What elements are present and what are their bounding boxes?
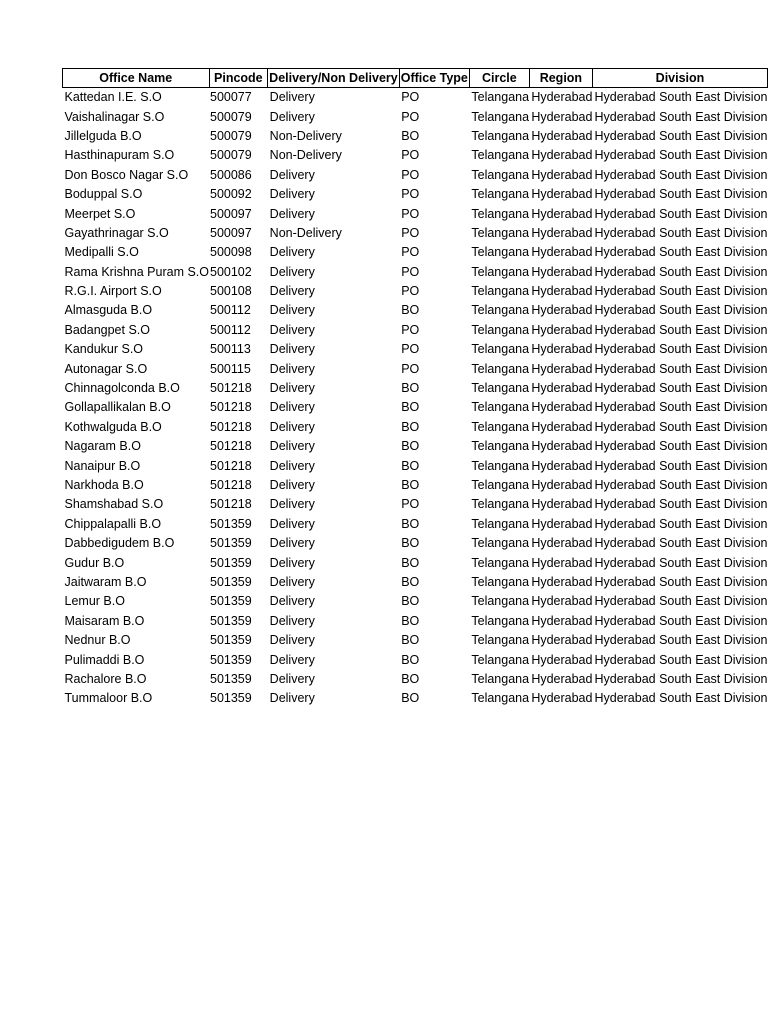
- header-office-type[interactable]: Office Type: [399, 69, 469, 88]
- cell-region[interactable]: Hyderabad: [531, 633, 593, 648]
- cell-circle[interactable]: Telangana: [471, 225, 530, 240]
- cell-pincode[interactable]: 500079: [210, 128, 252, 143]
- cell-circle[interactable]: Telangana: [471, 264, 530, 279]
- cell-pincode[interactable]: 500077: [210, 90, 252, 105]
- cell-delivery-status[interactable]: Non-Delivery: [269, 128, 342, 143]
- cell-circle[interactable]: Telangana: [471, 381, 530, 396]
- cell-pincode[interactable]: 500086: [210, 167, 252, 182]
- cell-pincode[interactable]: 501218: [210, 439, 252, 454]
- cell-circle[interactable]: Telangana: [471, 361, 530, 376]
- cell-office-type[interactable]: PO: [401, 206, 420, 221]
- cell-office-type[interactable]: BO: [401, 303, 420, 318]
- cell-delivery-status[interactable]: Delivery: [269, 419, 315, 434]
- cell-office-type[interactable]: BO: [401, 381, 420, 396]
- post-office-table: [62, 68, 768, 709]
- cell-division[interactable]: Hyderabad South East Division: [594, 497, 768, 512]
- table-row: [63, 340, 768, 359]
- cell-office-type[interactable]: BO: [401, 613, 420, 628]
- cell-office-type[interactable]: PO: [401, 90, 420, 105]
- cell-delivery-status[interactable]: Delivery: [269, 439, 315, 454]
- cell-division[interactable]: Hyderabad South East Division: [594, 245, 768, 260]
- table-row: [63, 592, 768, 611]
- cell-office-name[interactable]: Vaishalinagar S.O: [64, 109, 165, 124]
- cell-delivery-status[interactable]: Delivery: [269, 497, 315, 512]
- cell-division[interactable]: Hyderabad South East Division: [594, 555, 768, 570]
- cell-pincode[interactable]: 501359: [210, 613, 252, 628]
- cell-circle[interactable]: Telangana: [471, 594, 530, 609]
- cell-division[interactable]: Hyderabad South East Division: [594, 652, 768, 667]
- cell-office-type[interactable]: PO: [401, 167, 420, 182]
- cell-region[interactable]: Hyderabad: [531, 671, 593, 686]
- cell-delivery-status[interactable]: Delivery: [269, 284, 315, 299]
- header-row: [63, 69, 768, 88]
- cell-delivery-status[interactable]: Delivery: [269, 555, 315, 570]
- cell-pincode[interactable]: 500113: [210, 342, 251, 357]
- cell-region[interactable]: Hyderabad: [531, 322, 593, 337]
- cell-circle[interactable]: Telangana: [471, 478, 530, 492]
- cell-circle[interactable]: Telangana: [471, 284, 530, 299]
- cell-circle[interactable]: Telangana: [471, 90, 530, 105]
- header-delivery-status[interactable]: Delivery/Non Delivery: [268, 69, 400, 88]
- cell-delivery-status[interactable]: Delivery: [269, 381, 315, 396]
- cell-delivery-status[interactable]: Delivery: [269, 342, 315, 357]
- cell-circle[interactable]: Telangana: [471, 633, 530, 648]
- cell-delivery-status[interactable]: Delivery: [269, 633, 315, 648]
- cell-region[interactable]: Hyderabad: [531, 400, 593, 415]
- cell-circle[interactable]: Telangana: [471, 187, 530, 202]
- cell-division[interactable]: Hyderabad South East Division: [594, 400, 768, 415]
- cell-office-name[interactable]: Nanaipur B.O: [64, 458, 141, 473]
- table-row: [63, 127, 768, 146]
- cell-division[interactable]: Hyderabad South East Division: [594, 516, 768, 531]
- cell-office-name[interactable]: Gollapallikalan B.O: [64, 400, 171, 415]
- cell-office-type[interactable]: PO: [401, 245, 420, 260]
- cell-delivery-status[interactable]: Delivery: [269, 167, 315, 182]
- cell-division[interactable]: Hyderabad South East Division: [594, 613, 768, 628]
- cell-division[interactable]: Hyderabad South East Division: [594, 187, 768, 202]
- cell-circle[interactable]: Telangana: [471, 555, 530, 570]
- cell-office-type[interactable]: BO: [401, 128, 420, 143]
- cell-circle[interactable]: Telangana: [471, 303, 530, 318]
- table-row: [63, 301, 768, 320]
- cell-region[interactable]: Hyderabad: [531, 167, 593, 182]
- cell-circle[interactable]: Telangana: [471, 516, 530, 531]
- cell-division[interactable]: Hyderabad South East Division: [594, 691, 768, 706]
- cell-office-type[interactable]: BO: [401, 574, 420, 589]
- cell-office-name[interactable]: Maisaram B.O: [64, 613, 145, 628]
- table-row: [63, 107, 768, 126]
- table-row: [63, 515, 768, 534]
- cell-delivery-status[interactable]: Delivery: [269, 206, 315, 221]
- cell-circle[interactable]: Telangana: [471, 245, 530, 260]
- cell-office-name[interactable]: Narkhoda B.O: [64, 478, 144, 492]
- cell-region[interactable]: Hyderabad: [531, 264, 593, 279]
- table-row: [63, 263, 768, 282]
- cell-division[interactable]: Hyderabad South East Division: [594, 303, 768, 318]
- cell-division[interactable]: Hyderabad South East Division: [594, 342, 768, 357]
- cell-office-type[interactable]: BO: [401, 439, 420, 454]
- cell-office-type[interactable]: BO: [401, 400, 420, 415]
- cell-circle[interactable]: Telangana: [471, 322, 530, 337]
- cell-office-type[interactable]: PO: [401, 225, 420, 240]
- table-header: [63, 69, 768, 88]
- cell-delivery-status[interactable]: Delivery: [269, 187, 315, 202]
- cell-pincode[interactable]: 501359: [210, 555, 252, 570]
- table-row: [63, 534, 768, 553]
- cell-circle[interactable]: Telangana: [471, 536, 530, 551]
- cell-division[interactable]: Hyderabad South East Division: [594, 594, 768, 609]
- table-row: [63, 612, 768, 631]
- cell-delivery-status[interactable]: Delivery: [269, 516, 315, 531]
- cell-office-type[interactable]: PO: [401, 342, 420, 357]
- header-office-name[interactable]: Office Name: [63, 69, 210, 88]
- cell-circle[interactable]: Telangana: [471, 458, 530, 473]
- cell-office-name[interactable]: Boduppal S.O: [64, 187, 143, 202]
- cell-region[interactable]: Hyderabad: [531, 497, 593, 512]
- table-row: [63, 553, 768, 572]
- cell-pincode[interactable]: 501359: [210, 594, 252, 609]
- cell-office-type[interactable]: PO: [401, 361, 420, 376]
- cell-circle[interactable]: Telangana: [471, 206, 530, 221]
- cell-office-type[interactable]: PO: [401, 148, 420, 163]
- cell-circle[interactable]: Telangana: [471, 419, 530, 434]
- cell-pincode[interactable]: 500079: [210, 148, 252, 163]
- cell-division[interactable]: Hyderabad South East Division: [594, 536, 768, 551]
- cell-region[interactable]: Hyderabad: [531, 381, 593, 396]
- cell-office-type[interactable]: PO: [401, 284, 420, 299]
- cell-office-type[interactable]: BO: [401, 458, 420, 473]
- cell-region[interactable]: Hyderabad: [531, 148, 593, 163]
- cell-pincode[interactable]: 501359: [210, 574, 252, 589]
- cell-region[interactable]: Hyderabad: [531, 613, 593, 628]
- table-row: [63, 146, 768, 165]
- table-row: [63, 282, 768, 301]
- table-row: [63, 398, 768, 417]
- cell-office-name[interactable]: Pulimaddi B.O: [64, 652, 145, 667]
- cell-office-name[interactable]: Chippalapalli B.O: [64, 516, 162, 531]
- cell-office-name[interactable]: Meerpet S.O: [64, 206, 136, 221]
- table-row: [63, 631, 768, 650]
- cell-pincode[interactable]: 501218: [210, 497, 252, 512]
- cell-office-name[interactable]: Jillelguda B.O: [64, 128, 142, 143]
- cell-office-name[interactable]: Kandukur S.O: [64, 342, 144, 357]
- cell-pincode[interactable]: 500112: [210, 322, 251, 337]
- cell-division[interactable]: Hyderabad South East Division: [594, 206, 768, 221]
- cell-region[interactable]: Hyderabad: [531, 245, 593, 260]
- cell-office-name[interactable]: Lemur B.O: [64, 594, 125, 609]
- cell-office-type[interactable]: BO: [401, 671, 420, 686]
- table-row: [63, 321, 768, 340]
- cell-office-type[interactable]: BO: [401, 652, 420, 667]
- cell-delivery-status[interactable]: Delivery: [269, 458, 315, 473]
- header-pincode[interactable]: Pincode: [209, 69, 268, 88]
- cell-region[interactable]: Hyderabad: [531, 555, 593, 570]
- cell-delivery-status[interactable]: Delivery: [269, 400, 315, 415]
- cell-delivery-status[interactable]: Delivery: [269, 652, 315, 667]
- cell-office-name[interactable]: Gayathrinagar S.O: [64, 225, 169, 240]
- cell-office-name[interactable]: Gudur B.O: [64, 555, 125, 570]
- cell-circle[interactable]: Telangana: [471, 671, 530, 686]
- cell-region[interactable]: Hyderabad: [531, 342, 593, 357]
- table-row: [63, 456, 768, 475]
- cell-pincode[interactable]: 501359: [210, 652, 252, 667]
- cell-pincode[interactable]: 501218: [210, 458, 252, 473]
- cell-circle[interactable]: Telangana: [471, 574, 530, 589]
- cell-delivery-status[interactable]: Non-Delivery: [269, 148, 342, 163]
- table-row: [63, 437, 768, 456]
- table-row: [63, 88, 768, 108]
- cell-office-type[interactable]: BO: [401, 594, 420, 609]
- cell-region[interactable]: Hyderabad: [531, 439, 593, 454]
- cell-delivery-status[interactable]: Delivery: [269, 361, 315, 376]
- cell-office-name[interactable]: Nagaram B.O: [64, 439, 141, 454]
- cell-division[interactable]: Hyderabad South East Division: [594, 439, 768, 454]
- cell-office-name[interactable]: Autonagar S.O: [64, 361, 148, 376]
- cell-pincode[interactable]: 501359: [210, 633, 252, 648]
- cell-circle[interactable]: Telangana: [471, 497, 530, 512]
- table-row: [63, 670, 768, 689]
- cell-office-name[interactable]: Medipalli S.O: [64, 245, 139, 260]
- table-row: [63, 379, 768, 398]
- cell-office-type[interactable]: BO: [401, 516, 420, 531]
- table-row: [63, 359, 768, 378]
- cell-pincode[interactable]: 501218: [210, 400, 252, 415]
- cell-division[interactable]: Hyderabad South East Division: [594, 90, 768, 105]
- cell-office-name[interactable]: Dabbedigudem B.O: [64, 536, 175, 551]
- cell-pincode[interactable]: 501218: [210, 478, 252, 492]
- cell-division[interactable]: Hyderabad South East Division: [594, 574, 768, 589]
- cell-office-type[interactable]: PO: [401, 109, 420, 124]
- cell-pincode[interactable]: 501359: [210, 536, 252, 551]
- cell-office-name[interactable]: Almasguda B.O: [64, 303, 153, 318]
- cell-office-name[interactable]: Nednur B.O: [64, 633, 131, 648]
- cell-division[interactable]: Hyderabad South East Division: [594, 322, 768, 337]
- cell-pincode[interactable]: 500112: [210, 303, 251, 318]
- cell-pincode[interactable]: 500092: [210, 187, 252, 202]
- table-row: [63, 650, 768, 669]
- cell-region[interactable]: Hyderabad: [531, 691, 593, 706]
- cell-delivery-status[interactable]: Delivery: [269, 613, 315, 628]
- cell-pincode[interactable]: 501359: [210, 516, 252, 531]
- cell-region[interactable]: Hyderabad: [531, 419, 593, 434]
- cell-circle[interactable]: Telangana: [471, 128, 530, 143]
- cell-region[interactable]: Hyderabad: [531, 536, 593, 551]
- cell-division[interactable]: Hyderabad South East Division: [594, 381, 768, 396]
- cell-circle[interactable]: Telangana: [471, 342, 530, 357]
- cell-delivery-status[interactable]: Delivery: [269, 109, 315, 124]
- cell-delivery-status[interactable]: Delivery: [269, 536, 315, 551]
- cell-division[interactable]: Hyderabad South East Division: [594, 284, 768, 299]
- cell-region[interactable]: Hyderabad: [531, 652, 593, 667]
- cell-office-type[interactable]: PO: [401, 187, 420, 202]
- cell-region[interactable]: Hyderabad: [531, 574, 593, 589]
- cell-delivery-status[interactable]: Delivery: [269, 574, 315, 589]
- cell-circle[interactable]: Telangana: [471, 439, 530, 454]
- cell-office-name[interactable]: Tummaloor B.O: [64, 691, 153, 706]
- cell-office-type[interactable]: PO: [401, 497, 420, 512]
- cell-pincode[interactable]: 501359: [210, 691, 252, 706]
- table-body: [63, 88, 768, 709]
- cell-region[interactable]: Hyderabad: [531, 361, 593, 376]
- cell-circle[interactable]: Telangana: [471, 148, 530, 163]
- cell-division[interactable]: Hyderabad South East Division: [594, 128, 768, 143]
- cell-delivery-status[interactable]: Delivery: [269, 322, 315, 337]
- cell-office-name[interactable]: Kattedan I.E. S.O: [64, 90, 162, 105]
- cell-division[interactable]: Hyderabad South East Division: [594, 148, 768, 163]
- cell-region[interactable]: Hyderabad: [531, 206, 593, 221]
- table-row: [63, 418, 768, 437]
- cell-office-type[interactable]: BO: [401, 478, 420, 492]
- cell-region[interactable]: Hyderabad: [531, 303, 593, 318]
- cell-pincode[interactable]: 501218: [210, 381, 252, 396]
- cell-division[interactable]: Hyderabad South East Division: [594, 419, 768, 434]
- cell-office-type[interactable]: PO: [401, 264, 420, 279]
- cell-delivery-status[interactable]: Delivery: [269, 691, 315, 706]
- cell-region[interactable]: Hyderabad: [531, 225, 593, 240]
- table-row: [63, 573, 768, 592]
- cell-division[interactable]: Hyderabad South East Division: [594, 478, 768, 492]
- cell-office-name[interactable]: Rama Krishna Puram S.O: [64, 264, 209, 279]
- cell-office-name[interactable]: Kothwalguda B.O: [64, 419, 162, 434]
- cell-division[interactable]: Hyderabad South East Division: [594, 671, 768, 686]
- cell-office-name[interactable]: Badangpet S.O: [64, 322, 150, 337]
- cell-pincode[interactable]: 500097: [210, 206, 252, 221]
- cell-delivery-status[interactable]: Delivery: [269, 478, 315, 492]
- cell-division[interactable]: Hyderabad South East Division: [594, 361, 768, 376]
- cell-pincode[interactable]: 500108: [210, 284, 252, 299]
- cell-division[interactable]: Hyderabad South East Division: [594, 167, 768, 182]
- cell-region[interactable]: Hyderabad: [531, 128, 593, 143]
- cell-region[interactable]: Hyderabad: [531, 284, 593, 299]
- cell-office-name[interactable]: Don Bosco Nagar S.O: [64, 167, 189, 182]
- table-row: [63, 166, 768, 185]
- cell-pincode[interactable]: 500115: [210, 361, 251, 376]
- cell-office-name[interactable]: Chinnagolconda B.O: [64, 381, 180, 396]
- cell-delivery-status[interactable]: Delivery: [269, 245, 315, 260]
- cell-pincode[interactable]: 500102: [210, 264, 252, 279]
- cell-circle[interactable]: Telangana: [471, 400, 530, 415]
- cell-division[interactable]: Hyderabad South East Division: [594, 264, 768, 279]
- table-row: [63, 224, 768, 243]
- cell-region[interactable]: Hyderabad: [531, 516, 593, 531]
- table-row: [63, 689, 768, 708]
- cell-region[interactable]: Hyderabad: [531, 187, 593, 202]
- cell-division[interactable]: Hyderabad South East Division: [594, 225, 768, 240]
- cell-office-name[interactable]: Rachalore B.O: [64, 671, 147, 686]
- cell-delivery-status[interactable]: Delivery: [269, 303, 315, 318]
- table-row: [63, 495, 768, 514]
- cell-delivery-status[interactable]: Non-Delivery: [269, 225, 342, 240]
- table-row: [63, 185, 768, 204]
- cell-division[interactable]: Hyderabad South East Division: [594, 458, 768, 473]
- cell-region[interactable]: Hyderabad: [531, 458, 593, 473]
- cell-office-type[interactable]: BO: [401, 633, 420, 648]
- cell-office-type[interactable]: BO: [401, 419, 420, 434]
- header-division[interactable]: Division: [592, 69, 767, 88]
- cell-delivery-status[interactable]: Delivery: [269, 671, 315, 686]
- cell-office-name[interactable]: Shamshabad S.O: [64, 497, 164, 512]
- cell-circle[interactable]: Telangana: [471, 613, 530, 628]
- cell-delivery-status[interactable]: Delivery: [269, 264, 315, 279]
- cell-pincode[interactable]: 501359: [210, 671, 252, 686]
- cell-office-type[interactable]: BO: [401, 536, 420, 551]
- cell-delivery-status[interactable]: Delivery: [269, 90, 315, 105]
- cell-circle[interactable]: Telangana: [471, 691, 530, 706]
- cell-office-type[interactable]: BO: [401, 691, 420, 706]
- cell-division[interactable]: Hyderabad South East Division: [594, 109, 768, 124]
- cell-pincode[interactable]: 500097: [210, 225, 252, 240]
- cell-circle[interactable]: Telangana: [471, 109, 530, 124]
- cell-office-name[interactable]: Jaitwaram B.O: [64, 574, 147, 589]
- table-row: [63, 243, 768, 262]
- cell-pincode[interactable]: 501218: [210, 419, 252, 434]
- cell-region[interactable]: Hyderabad: [531, 90, 593, 105]
- table-row: [63, 204, 768, 223]
- cell-pincode[interactable]: 500098: [210, 245, 252, 260]
- header-region[interactable]: Region: [529, 69, 592, 88]
- cell-office-name[interactable]: Hasthinapuram S.O: [64, 148, 175, 163]
- cell-office-name[interactable]: R.G.I. Airport S.O: [64, 284, 162, 299]
- cell-region[interactable]: Hyderabad: [531, 478, 593, 492]
- cell-circle[interactable]: Telangana: [471, 652, 530, 667]
- table-row: [63, 476, 768, 495]
- cell-office-type[interactable]: BO: [401, 555, 420, 570]
- cell-delivery-status[interactable]: Delivery: [269, 594, 315, 609]
- cell-office-type[interactable]: PO: [401, 322, 420, 337]
- cell-division[interactable]: Hyderabad South East Division: [594, 633, 768, 648]
- header-circle[interactable]: Circle: [469, 69, 529, 88]
- cell-region[interactable]: Hyderabad: [531, 594, 593, 609]
- cell-pincode[interactable]: 500079: [210, 109, 252, 124]
- cell-region[interactable]: Hyderabad: [531, 109, 593, 124]
- cell-circle[interactable]: Telangana: [471, 167, 530, 182]
